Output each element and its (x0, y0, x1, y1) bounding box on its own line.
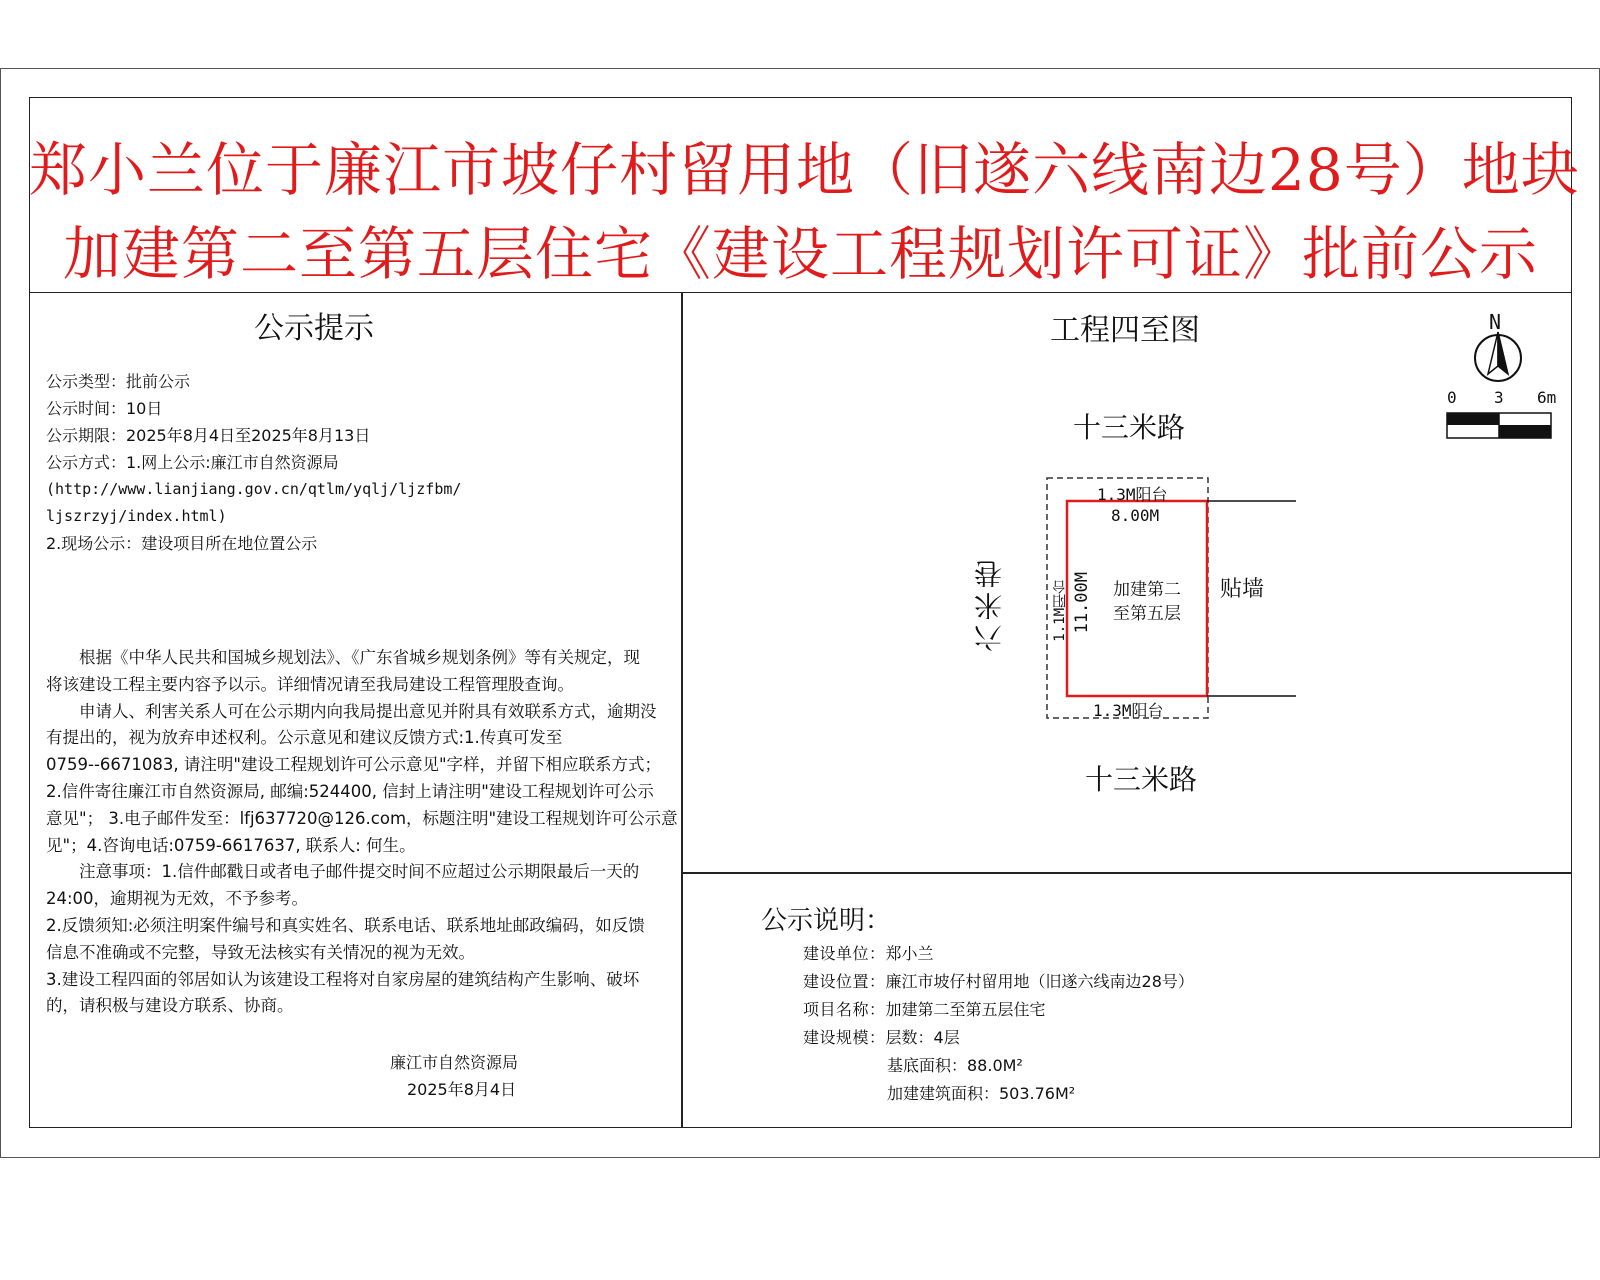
paragraph-line: 2.信件寄往廉江市自然资源局, 邮编:524400, 信封上请注明"建设工程规划许可公示 (46, 781, 654, 801)
notice-duration: 公示时间：10日 (46, 399, 163, 418)
paragraph-line: 0759--6671083, 请注明"建设工程规划许可公示意见"字样，并留下相应联系方式； (46, 755, 662, 775)
added-area: 加建建筑面积：503.76M² (887, 1084, 1076, 1103)
depth-dimension: 11.00M (1072, 572, 1092, 634)
location-row (803, 969, 1194, 992)
project-label: 项目名称： (803, 1000, 886, 1019)
paragraph-line: 意见"； 3.电子邮件发至：lfj637720@126.com，标题注明"建设工程规划许可公示意 (46, 808, 678, 828)
unit-label: 建设单位： (803, 944, 886, 963)
title-line-1: 郑小兰位于廉江市坡仔村留用地（旧遂六线南边28号）地块 (29, 136, 1580, 204)
floors-value: 层数：4层 (885, 1028, 960, 1047)
unit-row (803, 941, 934, 964)
notice-url-line-1[interactable]: (http://www.lianjiang.gov.cn/qtlm/yqlj/ljzfbm/ (46, 480, 462, 498)
project-value: 加建第二至第五层住宅 (885, 1000, 1046, 1019)
balcony-top-label: 1.3M阳台 (1097, 485, 1168, 504)
sign-date: 2025年8月4日 (407, 1080, 517, 1099)
base-area: 基底面积：88.0M² (887, 1056, 1023, 1075)
road-south: 十三米路 (1085, 763, 1198, 796)
width-dimension: 8.00M (1111, 506, 1160, 525)
explanation-heading: 公示说明： (761, 906, 892, 936)
scale-row (803, 1025, 960, 1048)
scale-label: 建设规模： (803, 1028, 886, 1047)
wall-east: 贴墙 (1220, 577, 1265, 602)
building-label-line-1: 加建第二 (1113, 580, 1181, 600)
building-label-line-2: 至第五层 (1113, 604, 1181, 624)
balcony-left-label: 1.1M阳台 (1052, 580, 1068, 642)
location-value: 廉江市坡仔村留用地（旧遂六线南边28号） (885, 972, 1194, 991)
paragraph-line: 的，请积极与建设方联系、协商。 (46, 996, 294, 1016)
scale-label-6m: 6m (1537, 388, 1557, 407)
notice-heading: 公示提示 (254, 311, 374, 346)
unit-value: 郑小兰 (885, 944, 934, 963)
paragraph-line: 24:00，逾期视为无效，不予参考。 (46, 889, 309, 909)
scale-bar-icon (1447, 413, 1551, 438)
notice-period: 公示期限：2025年8月4日至2025年8月13日 (46, 426, 371, 445)
north-arrow-icon (1475, 332, 1521, 381)
paragraph-line: 3.建设工程四面的邻居如认为该建设工程将对自家房屋的建筑结构产生影响、破坏 (46, 969, 640, 989)
paragraph-line: 将该建设工程主要内容予以示。详细情况请至我局建设工程管理股查询。 (46, 674, 574, 694)
notice-url-line-2[interactable]: ljszrzyj/index.html) (46, 507, 227, 525)
notice-method: 公示方式：1.网上公示:廉江市自然资源局 (46, 453, 339, 472)
lane-west: 六米巷 (973, 556, 1006, 652)
project-row (803, 997, 1046, 1020)
paragraph-line: 根据《中华人民共和国城乡规划法》、《广东省城乡规划条例》等有关规定，现 (46, 648, 640, 667)
paragraph-line: 信息不准确或不完整，导致无法核实有关情况的视为无效。 (46, 942, 475, 962)
notice-type: 公示类型：批前公示 (46, 372, 191, 391)
paragraph-line: 申请人、利害关系人可在公示期内向我局提出意见并附具有效联系方式，逾期没 (46, 701, 657, 721)
paragraph-line: 注意事项：1.信件邮戳日或者电子邮件提交时间不应超过公示期限最后一天的 (46, 862, 640, 882)
paragraph-line: 有提出的，视为放弃申述权利。公示意见和建议反馈方式:1.传真可发至 (46, 728, 563, 748)
signer: 廉江市自然资源局 (390, 1053, 519, 1072)
paragraph-line: 见"；4.咨询电话:0759-6617637, 联系人: 何生。 (46, 835, 416, 855)
map-heading: 工程四至图 (1050, 313, 1200, 348)
paragraph-line: 2.反馈须知:必须注明案件编号和真实姓名、联系电话、联系地址邮政编码，如反馈 (46, 915, 645, 935)
location-label: 建设位置： (803, 972, 886, 991)
scale-label-3: 3 (1494, 388, 1504, 407)
north-label: N (1489, 310, 1502, 334)
notice-onsite: 2.现场公示：建设项目所在地位置公示 (46, 534, 318, 553)
title-line-2: 加建第二至第五层住宅《建设工程规划许可证》批前公示 (62, 220, 1538, 288)
balcony-bottom-label: 1.3M阳台 (1093, 701, 1164, 720)
road-north: 十三米路 (1073, 411, 1186, 444)
scale-label-0: 0 (1447, 388, 1457, 407)
